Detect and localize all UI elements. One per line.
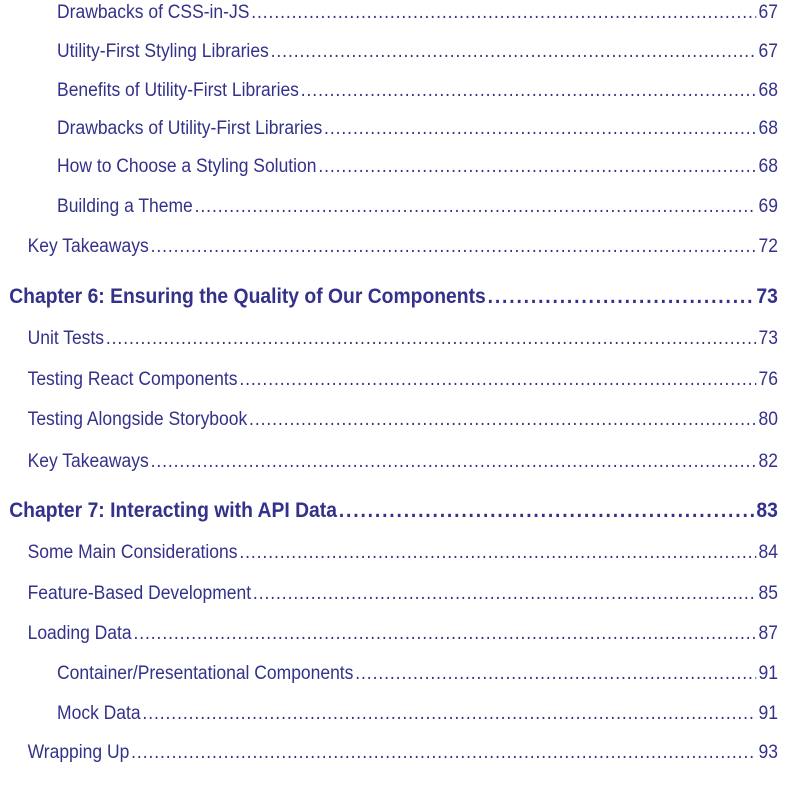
- toc-entry-page: 67: [758, 41, 778, 62]
- chapter-page: 83: [756, 499, 778, 522]
- toc-entry[interactable]: [0, 663, 800, 685]
- dot-leader: [251, 2, 756, 24]
- chapter-title: Chapter 6: Ensuring the Quality of Our Components: [9, 285, 486, 308]
- toc-entry-page: 68: [758, 118, 778, 139]
- toc-entry[interactable]: [0, 156, 800, 178]
- chapter-title: Chapter 7: Interacting with API Data: [9, 499, 337, 522]
- dot-leader: [239, 369, 756, 391]
- toc-entry-title: How to Choose a Styling Solution: [57, 156, 317, 177]
- toc-entry-page: 91: [758, 663, 778, 684]
- toc-entry-page: 80: [758, 409, 778, 430]
- toc-entry-page: 69: [758, 196, 778, 217]
- toc-entry-page: 73: [758, 328, 778, 349]
- toc-entry-page: 68: [758, 80, 778, 101]
- toc-entry-title: Container/Presentational Components: [57, 663, 354, 684]
- dot-leader: [133, 623, 756, 645]
- toc-entry-title: Unit Tests: [27, 328, 105, 349]
- dot-leader: [339, 499, 755, 523]
- toc-entry-page: 72: [758, 236, 778, 257]
- toc-entry-title: Testing React Components: [27, 369, 238, 390]
- toc-entry[interactable]: [0, 623, 800, 645]
- dot-leader: [106, 328, 757, 350]
- toc-entry-page: 67: [758, 2, 778, 23]
- dot-leader: [488, 285, 755, 309]
- toc-entry[interactable]: [0, 542, 800, 564]
- chapter-heading[interactable]: [0, 285, 800, 309]
- toc-entry[interactable]: [0, 703, 800, 725]
- toc-entry-page: 87: [758, 623, 778, 644]
- toc-entry-title: Mock Data: [57, 703, 141, 724]
- toc-entry-title: Building a Theme: [57, 196, 193, 217]
- toc-entry-title: Feature-Based Development: [27, 583, 252, 604]
- dot-leader: [239, 542, 756, 564]
- toc-entry[interactable]: [0, 41, 800, 63]
- toc-entry-title: Loading Data: [27, 623, 132, 644]
- toc-entry-page: 76: [758, 369, 778, 390]
- toc-entry-title: Drawbacks of Utility-First Libraries: [57, 118, 323, 139]
- toc-entry-page: 82: [758, 451, 778, 472]
- dot-leader: [318, 156, 756, 178]
- toc-entry[interactable]: [0, 369, 800, 391]
- dot-leader: [355, 663, 756, 685]
- toc-entry[interactable]: [0, 583, 800, 605]
- toc-entry[interactable]: [0, 742, 800, 764]
- toc-entry-title: Some Main Considerations: [27, 542, 238, 563]
- toc-entry-title: Utility-First Styling Libraries: [57, 41, 269, 62]
- toc-entry-title: Benefits of Utility-First Libraries: [57, 80, 299, 101]
- toc-entry-title: Testing Alongside Storybook: [27, 409, 248, 430]
- dot-leader: [142, 703, 756, 725]
- dot-leader: [151, 236, 757, 258]
- toc-entry-page: 85: [758, 583, 778, 604]
- dot-leader: [253, 583, 757, 605]
- toc-entry[interactable]: [0, 2, 800, 24]
- toc-entry-page: 91: [758, 703, 778, 724]
- toc-entry[interactable]: [0, 118, 800, 140]
- toc-entry[interactable]: [0, 328, 800, 350]
- toc-entry[interactable]: [0, 196, 800, 218]
- toc-entry-title: Key Takeaways: [27, 451, 149, 472]
- dot-leader: [301, 80, 757, 102]
- toc-entry[interactable]: [0, 451, 800, 473]
- dot-leader: [195, 196, 757, 218]
- toc-entry[interactable]: [0, 80, 800, 102]
- dot-leader: [324, 118, 757, 140]
- dot-leader: [271, 41, 757, 63]
- toc-entry-title: Drawbacks of CSS-in-JS: [57, 2, 250, 23]
- toc-entry-title: Wrapping Up: [27, 742, 130, 763]
- toc-entry-title: Key Takeaways: [27, 236, 149, 257]
- chapter-heading[interactable]: [0, 499, 800, 523]
- dot-leader: [151, 451, 757, 473]
- toc-entry-page: 68: [758, 156, 778, 177]
- toc-entry[interactable]: [0, 409, 800, 431]
- chapter-page: 73: [756, 285, 778, 308]
- toc-entry[interactable]: [0, 236, 800, 258]
- toc-entry-page: 93: [758, 742, 778, 763]
- dot-leader: [249, 409, 757, 431]
- toc-entry-page: 84: [758, 542, 778, 563]
- dot-leader: [131, 742, 756, 764]
